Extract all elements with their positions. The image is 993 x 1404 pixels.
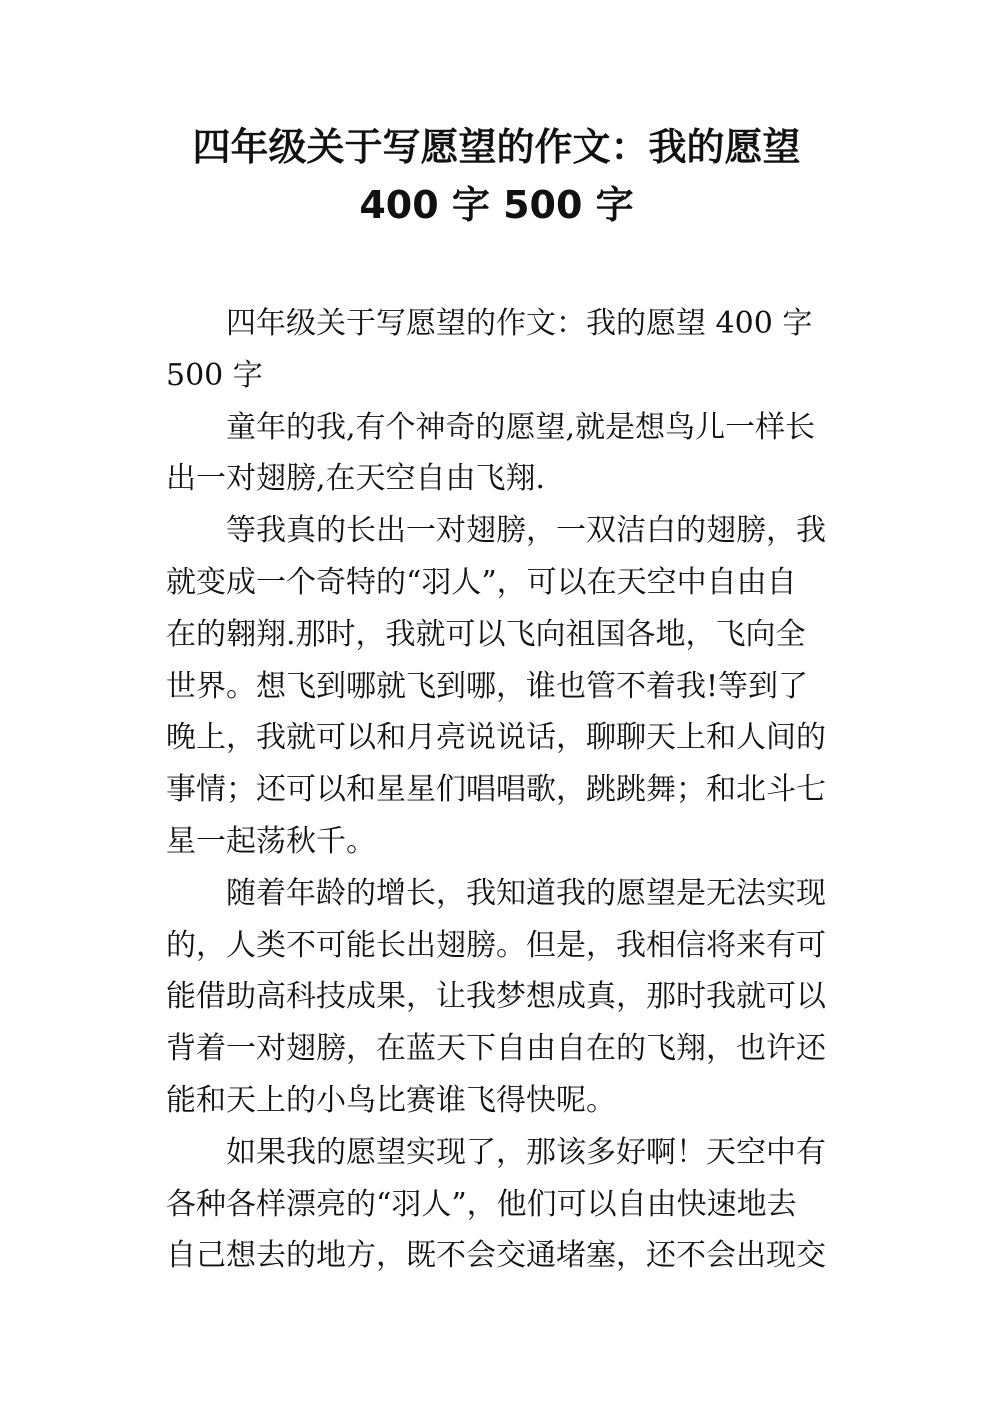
paragraph-2-line-2: 出一对翅膀,在天空自由飞翔. bbox=[166, 461, 546, 497]
paragraph-2-line-1: 童年的我,有个神奇的愿望,就是想鸟儿一样长 bbox=[226, 409, 816, 445]
paragraph-4 bbox=[166, 868, 828, 1127]
paragraph-4-line-4: 背着一对翅膀，在蓝天下自由自在的飞翔，也许还 bbox=[166, 1031, 826, 1067]
paragraph-1-line-2: 500 字 bbox=[166, 357, 263, 393]
document-title bbox=[120, 118, 873, 234]
paragraph-4-line-5: 能和天上的小鸟比赛谁飞得快呢。 bbox=[166, 1082, 616, 1118]
paragraph-4-line-3: 能借助高科技成果，让我梦想成真，那时我就可以 bbox=[166, 979, 826, 1015]
document-title-line-2: 400 字 500 字 bbox=[359, 183, 634, 227]
paragraph-3-line-4: 世界。想飞到哪就飞到哪，谁也管不着我!等到了 bbox=[166, 668, 809, 704]
paragraph-3 bbox=[166, 505, 828, 868]
paragraph-1-line-1: 四年级关于写愿望的作文：我的愿望 400 字 bbox=[226, 306, 813, 341]
document-title-line-1: 四年级关于写愿望的作文：我的愿望 bbox=[192, 125, 801, 169]
paragraph-2 bbox=[166, 402, 828, 506]
paragraph-3-line-5: 晚上，我就可以和月亮说说话，聊聊天上和人间的 bbox=[166, 720, 826, 756]
paragraph-4-line-2: 的，人类不可能长出翅膀。但是，我相信将来有可 bbox=[166, 927, 826, 963]
paragraph-3-line-1: 等我真的长出一对翅膀，一双洁白的翅膀，我 bbox=[226, 513, 826, 549]
paragraph-5-line-1: 如果我的愿望实现了，那该多好啊！天空中有 bbox=[226, 1134, 826, 1170]
paragraph-5 bbox=[166, 1127, 828, 1282]
paragraph-4-line-1: 随着年龄的增长，我知道我的愿望是无法实现 bbox=[226, 875, 826, 911]
document-body bbox=[166, 298, 828, 1282]
paragraph-3-line-3: 在的翱翔.那时，我就可以飞向祖国各地，飞向全 bbox=[166, 616, 806, 652]
paragraph-5-line-2: 各种各样漂亮的“羽人”，他们可以自由快速地去 bbox=[166, 1186, 797, 1222]
paragraph-3-line-7: 星一起荡秋千。 bbox=[166, 823, 376, 859]
paragraph-3-line-6: 事情；还可以和星星们唱唱歌，跳跳舞；和北斗七 bbox=[166, 772, 826, 808]
paragraph-1 bbox=[166, 298, 828, 402]
paragraph-3-line-2: 就变成一个奇特的“羽人”，可以在天空中自由自 bbox=[166, 564, 797, 600]
paragraph-5-line-3: 自己想去的地方，既不会交通堵塞，还不会出现交 bbox=[166, 1238, 826, 1274]
